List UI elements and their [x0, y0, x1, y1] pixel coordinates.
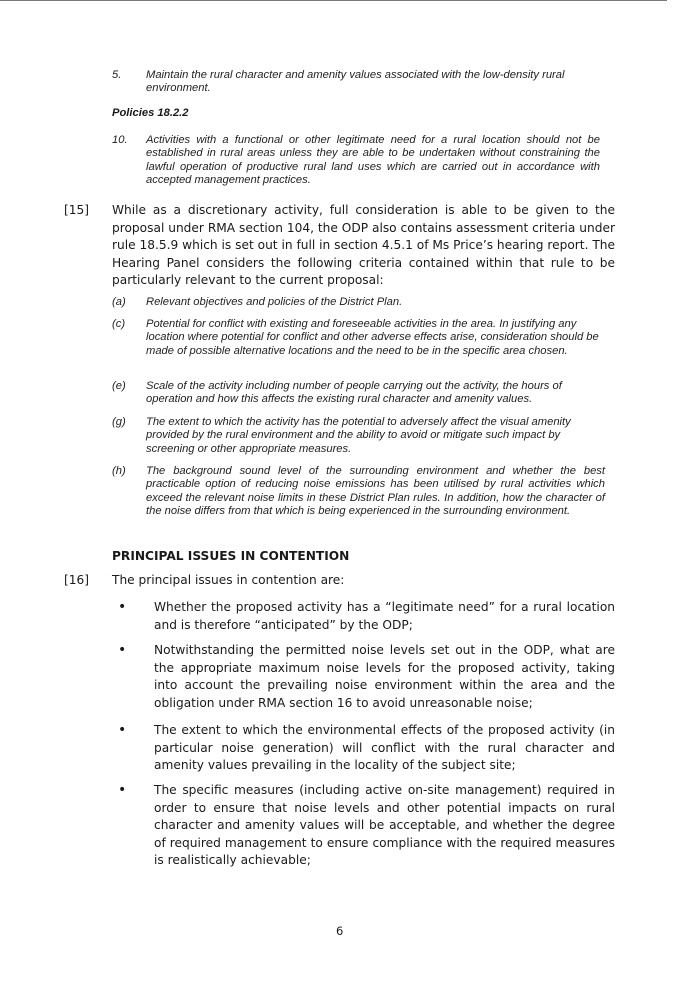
- policy-10-number: 10.: [112, 134, 128, 146]
- criterion-g-text: The extent to which the activity has the potential to adversely affect the visual amenity provided by the rural environment and the ability to avoid or mitigate such impact by screening or other appropriate measures.: [146, 416, 571, 455]
- policy-10-text: Activities with a functional or other legitimate need for a rural location should not be established in rural areas unless they are able to be undertaken without constraining the lawful operation of productive rural land uses which are carried out in accordance with accepted management practices.: [146, 134, 600, 187]
- issue-1-text: Whether the proposed activity has a “legitimate need” for a rural location and is therefore “anticipated” by the ODP;: [154, 600, 615, 632]
- criterion-c-text: Potential for conflict with existing and foreseeable activities in the area. In justifying any location where potential for conflict and other adverse effects arise, consideration should be made of possible alternative locations and the need to be in the specific area chosen.: [146, 318, 599, 357]
- top-border-line: [0, 0, 667, 1]
- section-heading: PRINCIPAL ISSUES IN CONTENTION: [112, 549, 350, 563]
- criterion-e-label: (e): [112, 380, 126, 392]
- bullet-icon: •: [118, 722, 127, 738]
- criterion-a-label: (a): [112, 296, 126, 308]
- issue-3-text: The extent to which the environmental effects of the proposed activity (in particular noise generation) will conflict with the rural character and amenity values prevailing in the locality of the subject site;: [154, 723, 615, 773]
- bullet-icon: •: [118, 599, 127, 615]
- para-15-number: [15]: [64, 203, 90, 217]
- issue-4-text: The specific measures (including active on-site management) required in order to ensure that noise levels and other potential impacts on rural character and amenity values will be acceptable, and whether the degree of required management to ensure compliance with the required measures is realistically achievable;: [154, 783, 615, 868]
- bullet-icon: •: [118, 642, 127, 658]
- para-15-text: While as a discretionary activity, full consideration is able to be given to the proposal under RMA section 104, the ODP also contains assessment criteria under rule 18.5.9 which is set out in full in section 4.5.1 of Ms Price’s hearing report. The Hearing Panel considers the following criteria contained within that rule to be particularly relevant to the current proposal:: [112, 203, 615, 288]
- para-16-text: The principal issues in contention are:: [112, 573, 345, 587]
- criterion-a-text: Relevant objectives and policies of the District Plan.: [146, 296, 403, 308]
- criterion-g-label: (g): [112, 416, 126, 428]
- bullet-icon: •: [118, 782, 127, 798]
- page-number: 6: [336, 924, 344, 938]
- criterion-c-label: (c): [112, 318, 126, 330]
- policy-5-text: Maintain the rural character and amenity values associated with the low-density rural environment.: [146, 69, 565, 95]
- criterion-h-text: The background sound level of the surrounding environment and whether the best practicable option of reducing noise emissions has been utilised by rural activities which exceed the relevant noise limits in these District Plan rules. In addition, how the character of the noise differs from that which is being experienced in the surrounding environment.: [146, 465, 605, 518]
- policies-heading: Policies 18.2.2: [112, 107, 189, 119]
- criterion-e-text: Scale of the activity including number of people carrying out the activity, the hours of operation and how this affects the existing rural character and amenity values.: [146, 380, 562, 406]
- policy-5-number: 5.: [112, 69, 122, 81]
- issue-2-text: Notwithstanding the permitted noise levels set out in the ODP, what are the appropriate maximum noise levels for the proposed activity, taking into account the prevailing noise environment within the area and the obligation under RMA section 16 to avoid unreasonable noise;: [154, 643, 615, 710]
- para-16-number: [16]: [64, 573, 90, 587]
- criterion-h-label: (h): [112, 465, 126, 477]
